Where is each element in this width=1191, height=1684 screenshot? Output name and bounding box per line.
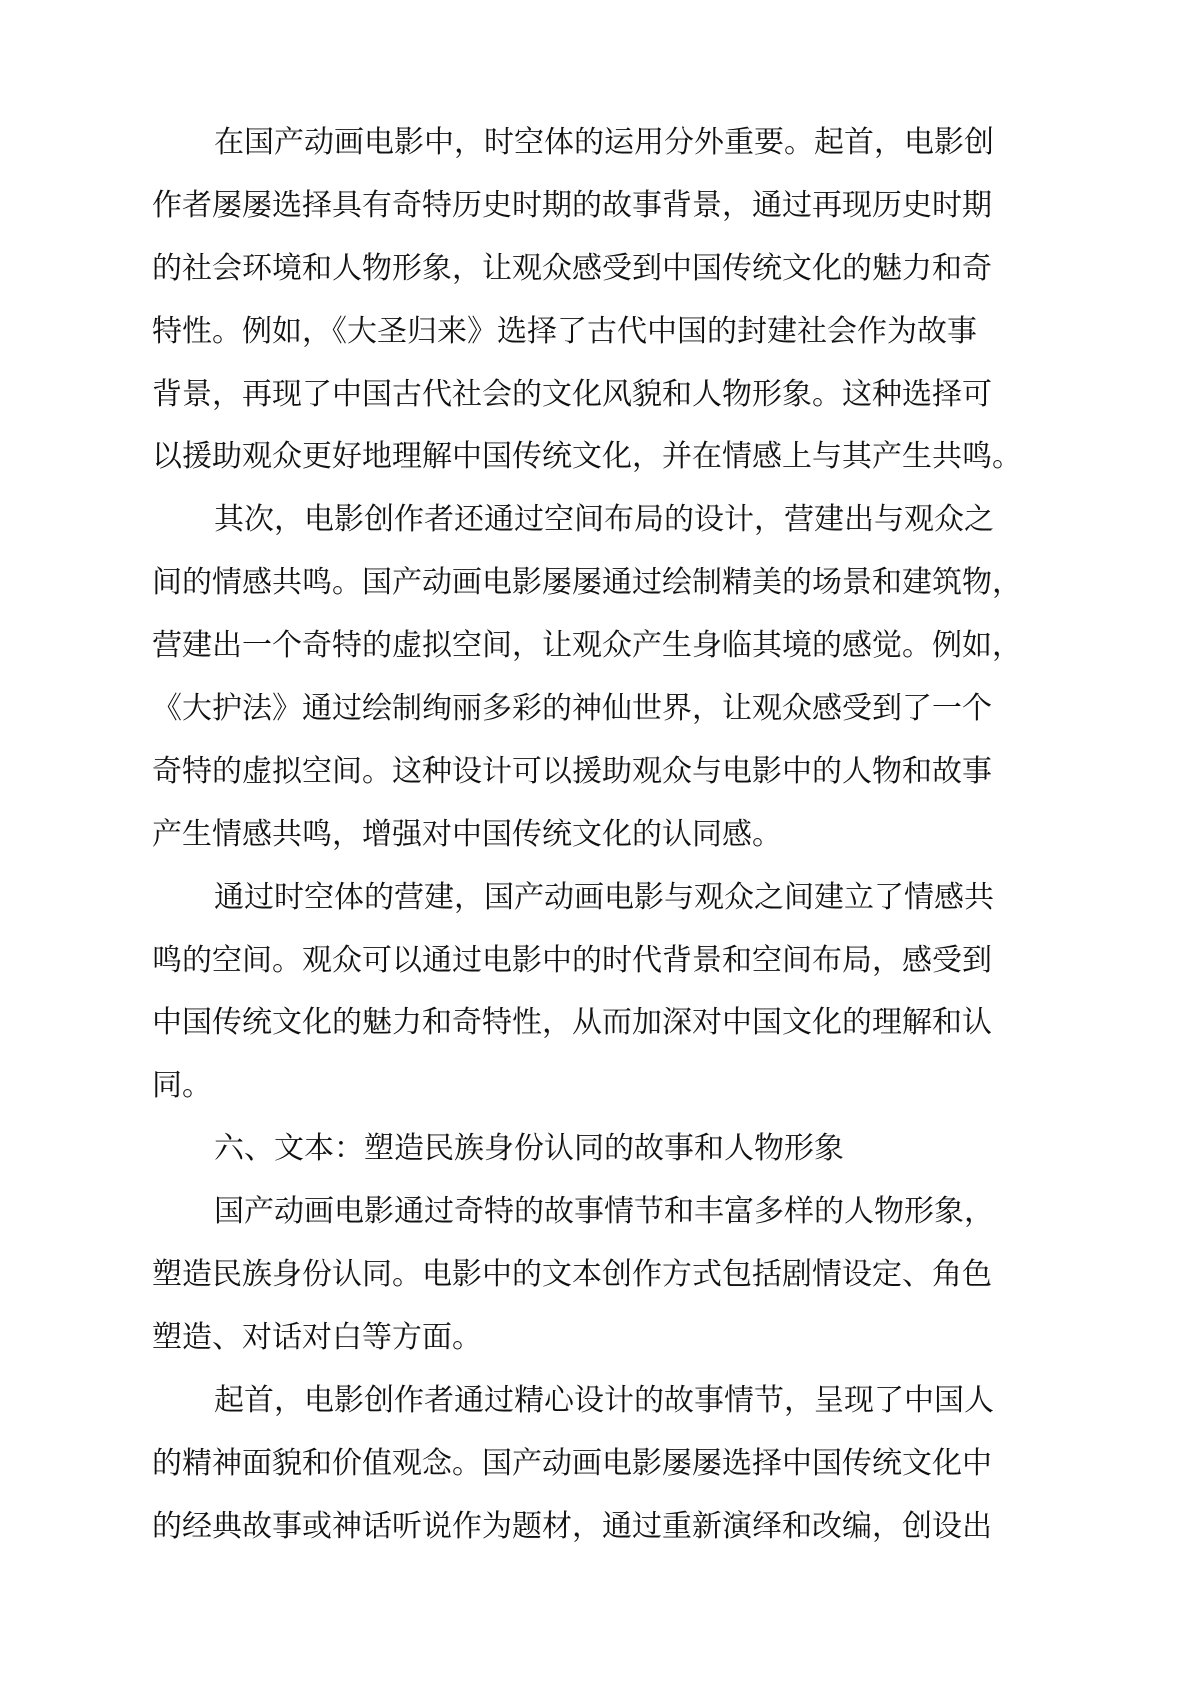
text-line: 塑造民族身份认同。电影中的文本创作方式包括剧情设定、角色 [152, 1257, 992, 1293]
text-line: 特性。例如，《大圣归来》选择了古代中国的封建社会作为故事 [152, 313, 977, 349]
body-text [152, 112, 1082, 1558]
text-line: 通过时空体的营建，国产动画电影与观众之间建立了情感共 [214, 879, 994, 915]
text-line: 间的情感共鸣。国产动画电影屡屡通过绘制精美的场景和建筑物， [152, 565, 1022, 601]
text-line: 国产动画电影通过奇特的故事情节和丰富多样的人物形象， [214, 1194, 994, 1230]
text-line: 《大护法》通过绘制绚丽多彩的神仙世界，让观众感受到了一个 [152, 691, 992, 727]
text-line: 中国传统文化的魅力和奇特性，从而加深对中国文化的理解和认 [152, 1005, 992, 1041]
text-line: 背景，再现了中国古代社会的文化风貌和人物形象。这种选择可 [152, 376, 992, 412]
text-line: 奇特的虚拟空间。这种设计可以援助观众与电影中的人物和故事 [152, 753, 992, 789]
text-line: 同。 [152, 1068, 212, 1104]
text-line: 的经典故事或神话听说作为题材，通过重新演绎和改编，创设出 [152, 1508, 992, 1544]
text-line: 营建出一个奇特的虚拟空间，让观众产生身临其境的感觉。例如， [152, 628, 1022, 664]
text-line: 的社会环境和人物形象，让观众感受到中国传统文化的魅力和奇 [152, 250, 992, 286]
text-line: 的精神面貌和价值观念。国产动画电影屡屡选择中国传统文化中 [152, 1445, 992, 1481]
text-line: 起首，电影创作者通过精心设计的故事情节，呈现了中国人 [214, 1382, 994, 1418]
text-line: 其次，电影创作者还通过空间布局的设计，营建出与观众之 [214, 502, 994, 538]
text-line: 六、文本：塑造民族身份认同的故事和人物形象 [214, 1131, 844, 1167]
text-line: 作者屡屡选择具有奇特历史时期的故事背景，通过再现历史时期 [152, 187, 992, 223]
text-line: 在国产动画电影中，时空体的运用分外重要。起首，电影创 [214, 125, 994, 160]
text-line: 鸣的空间。观众可以通过电影中的时代背景和空间布局，感受到 [152, 942, 992, 978]
text-line: 塑造、对话对白等方面。 [152, 1319, 482, 1355]
text-line: 产生情感共鸣，增强对中国传统文化的认同感。 [152, 816, 782, 852]
text-line: 以援助观众更好地理解中国传统文化，并在情感上与其产生共鸣。 [152, 439, 1022, 475]
